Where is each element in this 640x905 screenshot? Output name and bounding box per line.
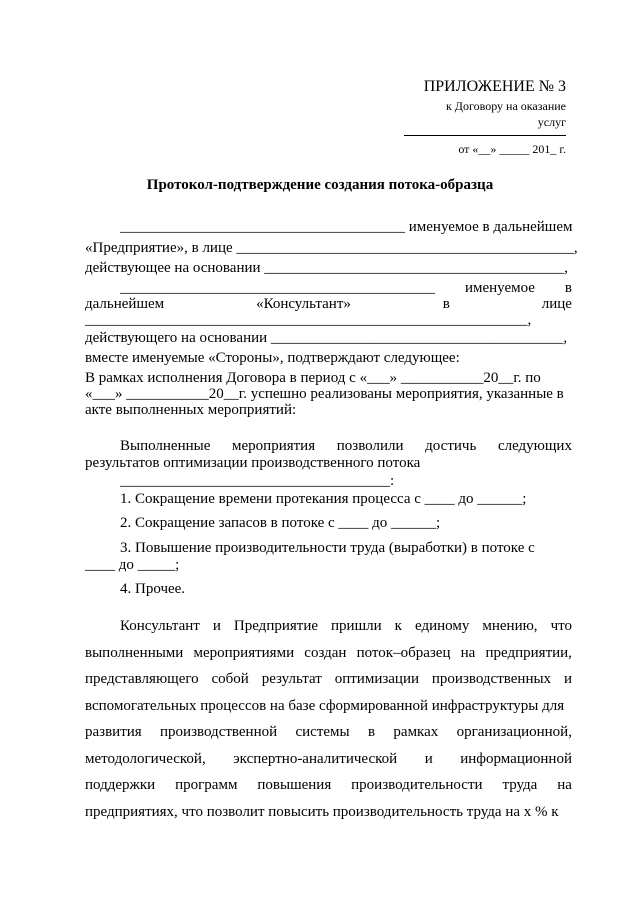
contract-reference-line2: услуг — [537, 115, 566, 129]
header-signature-line — [404, 135, 566, 136]
paragraph-line-1 — [120, 618, 572, 635]
word: выполненными — [85, 645, 184, 661]
paragraph-line-7 — [85, 777, 572, 794]
word: представляющего — [85, 671, 199, 687]
word: информационной — [460, 751, 572, 767]
paragraph-line-5 — [85, 724, 572, 741]
paragraph-line-8: предприятиях, что позволит повысить производительность труда на х % к — [85, 804, 559, 820]
results-intro-line2: результатов оптимизации производственного потока — [85, 455, 421, 471]
word: производительности — [351, 777, 483, 793]
word: единому — [414, 618, 470, 634]
party2-line — [120, 280, 572, 297]
word: развития — [85, 724, 142, 740]
word: дальнейшем — [85, 296, 165, 312]
word: экспертно-аналитической — [233, 751, 398, 767]
paragraph-line-6 — [85, 751, 572, 768]
word: программ — [175, 777, 238, 793]
results-intro-line — [120, 438, 572, 455]
document-title: Протокол-подтверждение создания потока-образца — [146, 177, 494, 193]
word: пришли — [331, 618, 382, 634]
word: организационной, — [456, 724, 572, 740]
word: и — [212, 618, 221, 634]
word: методологической, — [85, 751, 206, 767]
paragraph-line-4: вспомогательных процессов на базе сформированной инфраструктуры для — [85, 698, 565, 714]
word: повышения — [257, 777, 332, 793]
word: на — [460, 645, 476, 661]
word: мнению, — [482, 618, 538, 634]
word: позволили — [336, 438, 404, 454]
enterprise-basis-line: действующее на основании ________________________________________, — [85, 260, 569, 276]
period-line2: «___» ___________20__г. успешно реализованы мероприятия, указанные в — [85, 386, 564, 402]
results-blank-line: ____________________________________: — [120, 473, 395, 489]
consultant-line — [85, 296, 572, 313]
word: предприятии, — [485, 645, 572, 661]
word: что — [550, 618, 572, 634]
result-item-4: 4. Прочее. — [120, 581, 186, 597]
party1-line: ______________________________________ именуемое в дальнейшем — [120, 219, 573, 235]
result-item-3-cont: ____ до _____; — [85, 557, 180, 573]
word: мероприятиями — [193, 645, 295, 661]
result-item-3: 3. Повышение производительности труда (выработки) в потоке с — [120, 540, 535, 556]
consultant-basis-line: действующего на основании _______________________________________, — [85, 330, 568, 346]
word: производственной — [160, 724, 278, 740]
party2-blank: __________________________________________ — [120, 280, 435, 296]
party2-in-label: в — [564, 280, 572, 296]
word: Консультант — [120, 618, 200, 634]
word: лице — [541, 296, 572, 312]
word: создан — [304, 645, 347, 661]
period-line3: акте выполненных мероприятий: — [85, 402, 297, 418]
word: рамках — [393, 724, 439, 740]
paragraph-line-3 — [85, 671, 572, 688]
contract-reference-line1: к Договору на оказание — [445, 99, 566, 113]
word: поток–образец — [356, 645, 451, 661]
word: оптимизации — [334, 671, 420, 687]
paragraph-line-2 — [85, 645, 572, 662]
word: и — [563, 671, 572, 687]
result-item-2: 2. Сокращение запасов в потоке с ____ до ______; — [120, 515, 441, 531]
word: в — [367, 724, 376, 740]
word: следующих — [497, 438, 572, 454]
word: труда — [502, 777, 538, 793]
word: мероприятия — [232, 438, 316, 454]
word: достичь — [425, 438, 477, 454]
result-item-1: 1. Сокращение времени протекания процесса с ____ до ______; — [120, 491, 527, 507]
consultant-representative-line: ___________________________________________________________, — [85, 312, 532, 328]
word: и — [424, 751, 433, 767]
word: результат — [261, 671, 322, 687]
word: на — [557, 777, 572, 793]
word: «Консультант» — [256, 296, 351, 312]
word: к — [394, 618, 402, 634]
parties-statement-line: вместе именуемые «Стороны», подтверждают следующее: — [85, 350, 460, 366]
word: производственных — [431, 671, 552, 687]
enterprise-representative-line: «Предприятие», в лице _____________________________________________, — [85, 240, 578, 256]
word: в — [442, 296, 450, 312]
word: Предприятие — [233, 618, 319, 634]
period-line1: В рамках исполнения Договора в период с «___» ___________20__г. по — [85, 370, 541, 386]
appendix-number: ПРИЛОЖЕНИЕ № 3 — [423, 78, 566, 95]
word: системы — [295, 724, 350, 740]
contract-date-line: от «__» _____ 201_ г. — [458, 142, 566, 156]
word: поддержки — [85, 777, 156, 793]
word: Выполненные — [120, 438, 211, 454]
party2-named-label: именуемое — [464, 280, 535, 296]
word: собой — [211, 671, 249, 687]
